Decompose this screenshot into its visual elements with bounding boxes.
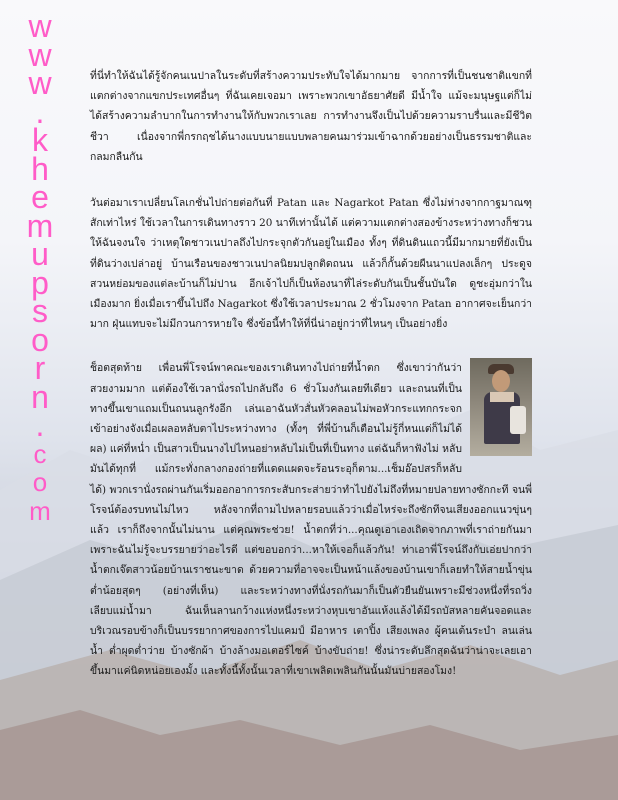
url-char: e — [31, 179, 49, 215]
url-char: . — [35, 407, 45, 443]
url-char: u — [31, 236, 49, 272]
url-char: r — [34, 350, 46, 386]
url-char: k — [32, 122, 48, 158]
article-body — [90, 66, 532, 702]
url-char: m — [29, 495, 51, 526]
paragraph-intro: ที่นี่ทำให้ฉันได้รู้จักคนเนปาลในระดับที่สร้างความประทับใจได้มากมาย จากการที่เป็นชนชาติแขกที่แตกต่างจากแขกประเทศอื่นๆ ที่ฉันเคยเจอมา เพราะพวกเขาอัธยาศัยดี มีน้ำใจ แม้จะมนุษฐแต่ก็ไม่ได้สร้างความลำบากในการทำงานให้กับพวกเราเลย การทำงานจึงเป็นไปด้วยความราบรื่นและมีชีวิตชีวา เนื่องจากพี่กรกฤชได้นางแบบนายแบบพลายคนมาร่วมเข้าฉากด้วยอย่างเป็นธรรมชาติและกลมกลืนกัน — [90, 70, 532, 163]
url-char: o — [32, 467, 48, 497]
url-char: s — [32, 293, 48, 329]
paragraph-patan-nagarkot: วันต่อมาเราเปลี่ยนโลเกชั่นไปถ่ายต่อกันที่ Patan และ Nagarkot Patan ซึ่งไม่ห่างจากกาฐมาณฑุสักเท่าไหร่ ใช้เวลาในการเดินทางราว 20 นาทีเท่านั้นได้ แต่ความแตกต่างสองข้างระหว่างทางก็ชวนให้ฉันจงนใจ ว่าเหตุใดชาวเนปาลถึงไปกระจุกตัวกันอยู่ในเมือง ทั้งๆ ที่ดินดินแถวนี้มีมากมายที่ยังเป็นที่ดินว่างเปล่าอยู่ บ้านเรือนของชาวเนปาลนิยมปลูกติดถนน แล้วก็กั้นด้วยผืนนาแปลงเล็กๆ ประดูจสวนหย่อมของแต่ละบ้านก็ไม่ปาน อีกเจ้าไปก็เป็นห้องนาที่ไล่ระดับกันเป็นชั้นบันใด ดูชะอุ่มกว่าในเมืองมาก ยิ่งเมื่อเราขึ้นไปถึง Nagarkot ซึ่งใช้เวลาประมาณ 2 ชั่วโมงจาก Patan อากาศจะเย็นกว่ามาก ฝุ่นแทบจะไม่มีกวนการหายใจ ซึ่งข้อนี้ทำให้ที่นี่น่าอยู่กว่าที่ไหนๆ เป็นอย่างยิ่ง — [90, 197, 532, 331]
url-char: w — [28, 36, 52, 73]
paragraph-waterfall-container — [90, 358, 532, 681]
woman-portrait-photo — [470, 358, 532, 456]
vertical-website-url — [20, 8, 60, 526]
url-char: c — [33, 438, 47, 469]
url-char: m — [26, 207, 54, 244]
url-char: p — [31, 264, 49, 301]
url-char: w — [28, 65, 52, 101]
url-char: w — [28, 8, 52, 44]
url-char: . — [35, 93, 45, 130]
url-char: o — [31, 321, 49, 358]
url-char: n — [31, 378, 49, 415]
url-char: h — [31, 150, 49, 187]
paragraph-waterfall: ช็อตสุดท้าย เพื่อนพี่โรจน์พาคณะของเราเดินทางไปถ่ายที่น้ำตก ซึ่งเขาว่ากันว่าสวยงามมาก แต่ต้องใช้เวลานั่งรถไปกลับถึง 6 ชั่วโมงกันเลยทีเดียว และถนนที่เป็นทางขึ้นเขาแถมเป็นถนนลูกรังอีก เล่นเอาฉันหัวสั่นหัวคลอนไม่พอหัวกระแทกกระจกเข้าอย่างจังเมื่อเผลอหลับตาไประหว่างทาง (ทั้งๆ ที่พี่บ้านก็เตือนไม่รู้กี่หนแต่ก็ไม่ได้ผล) แค่ที่หน่ำ เป็นสาวเป็นนางไปไหนอย่าหลับไม่เป็นที่เป็นทาง แต่ฉันก็หาฟังไม่ หลับมันได้ทุกที่ แม้กระทั่งกลางกองถ่ายที่แดดแผดจะร้อนระอุก็ตาม...เช็มอ๊อปสรก็หลับได้) พวกเรานั่งรถผ่านกันเริ่มออกอาการกระสับกระส่ายว่าทำไปยังไม่ถึงที่หมายปลายทางซักกะที จนพี่โรจน์ต้องรบทนไม่ไหว หลังจากที่ถามไปหลายรอบแล้วว่าเมื่อไหร่จะถึงซักทีจนเสียงออกแนวขุ่นๆ แล้ว เราก็ถึงจากนั้นไม่นาน แต่คุณพระช่วย! น้ำตกที่ว่า...คุณดูเอาเองเถิดจากภาพที่เราถ่ายกันมาเพราะฉันไม่รู้จะบรรยายว่าอะไรดี แต่ขอบอกว่า...หาให้เจอก็แล้วกัน! ท่าเอาพี่โรจน์ถึงกับเอ่ยปากว่าน้ำตกเจ๊ตสาวน้อยบ้านเราชนะขาด ด้วยความที่อาจจะเป็นหน้าแล้งของบ้านเขาก็เลยทำให้สายน้ำขุ่นต่ำน้อยสุดๆ (อย่างที่เห็น) และระหว่างทางที่นั่งรถกันมาก็เป็นตัวยืนยันเพราะมีช่วงหนึ่งที่รถวิ่งเลียบแม่น้ำมา ฉันเห็นลานกว้างแห่งหนึ่งระหว่างหุบเขาอันแห้งแล้งได้มีรถบัสหลายคันจอดและบริเวณรอบข้างก็เป็นบรรยากาศของการไปแคมป์ มีอาหาร เตาปิ้ง เสียงเพลง ผู้คนเต้นระบำ ลนเล่นน้ำ ต่ำผุดต่ำว่าย บ้างซักผ้า บ้างล้างมอเตอร์ไซค์ บ้างขับถ่าย! ซึ่งน่าระดับลึกสุดฉันว่าน่าจะเลยเอาขึ้นมาแค่นิดหน่อยเองมั้ง และทั้งนี้ทั้งนั้นเวลาที่เขาเพลิดเพลินกันนั้นมันบ่ายสองโมง! — [90, 362, 532, 678]
